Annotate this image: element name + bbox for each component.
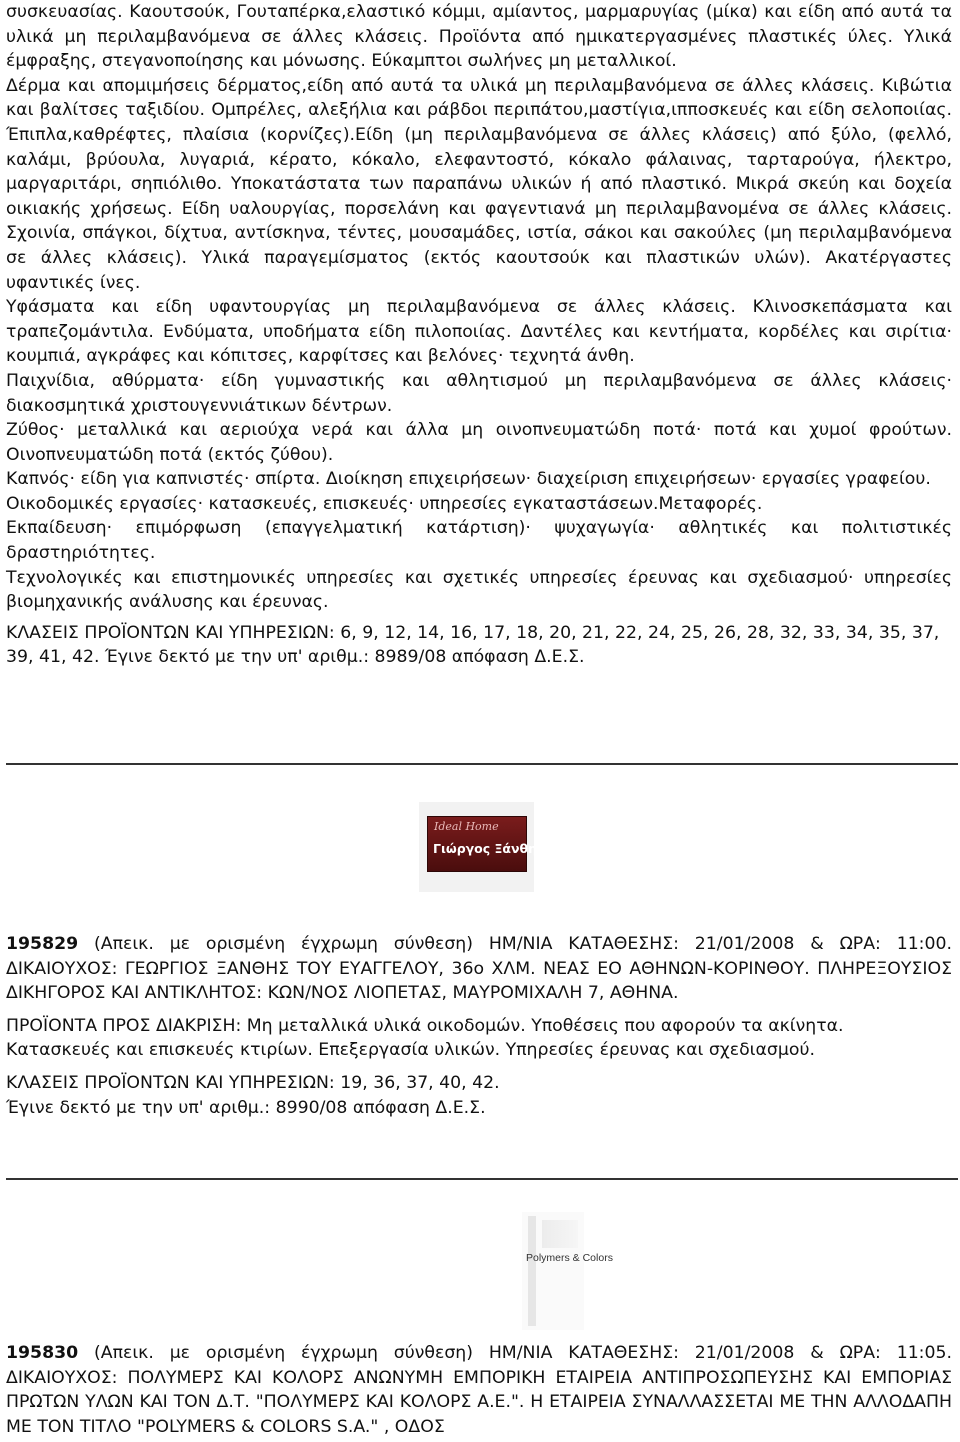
- logo-name-text: Polymers & Colors: [526, 1252, 613, 1264]
- registration-number: 195830: [6, 1343, 79, 1363]
- description-paragraph: Παιχνίδια, αθύρματα· είδη γυμναστικής και αθλητισμού μη περιλαμβανόμενα σε άλλες κλάσεις· διακοσμητικά χριστουγεννιάτικων δέντρων.: [6, 370, 952, 416]
- classes-line: ΚΛΑΣΕΙΣ ΠΡΟΪΟΝΤΩΝ ΚΑΙ ΥΠΗΡΕΣΙΩΝ: 6, 9, 12, 14, 16, 17, 18, 20, 21, 22, 24, 25, 26, 28, 32, 33, 34, 35, 37, 39, 41, 42. Έγινε δεκτό με την υπ' αριθμ.: 8989/08 απόφαση Δ.Ε.Σ.: [6, 622, 940, 668]
- description-paragraph: Ζύθος· μεταλλικά και αεριούχα νερά και άλλα μη οινοπνευματώδη ποτά· ποτά και χυμοί φρούτων. Οινοπνευματώδη ποτά (εκτός ζύθου).: [6, 420, 952, 465]
- description-paragraph: Τεχνολογικές και επιστημονικές υπηρεσίες και σχετικές υπηρεσίες έρευνας και σχεδιασμού· υπηρεσίες βιομηχανικής ανάλυσης και έρευνας.: [6, 567, 952, 613]
- description-paragraph: Υφάσματα και είδη υφαντουργίας μη περιλαμβανόμενα σε άλλες κλάσεις. Κλινοσκεπάσματα και τραπεζομάντιλα. Ενδύματα, υποδήματα είδη πιλοποιίας. Δαντέλες και κεντήματα, κορδέλες και σιρίτια· κουμπιά, αγκράφες και κόπιτσες, καρφίτσες και βελόνες· τεχνητά άνθη.: [6, 297, 952, 367]
- logo-name-text: Γιώργος Ξάνθης: [433, 841, 545, 856]
- entry-195830: [6, 1341, 952, 1439]
- trademark-logo-image: [419, 802, 545, 892]
- entry-195829: [6, 932, 952, 1120]
- entry-products: ΠΡΟΪΟΝΤΑ ΠΡΟΣ ΔΙΑΚΡΙΣΗ: Μη μεταλλικά υλικά οικοδομών. Υποθέσεις που αφορούν τα ακίνητα. Κατασκευές και επισκευές κτιρίων. Επεξεργασία υλικών. Υπηρεσίες έρευνας και σχεδιασμού.: [6, 1015, 844, 1061]
- entry-header: [6, 1341, 952, 1439]
- classes-description: [6, 0, 952, 670]
- entry-details: (Απεικ. με ορισμένη έγχρωμη σύνθεση) ΗΜ/ΝΙΑ ΚΑΤΑΘΕΣΗΣ: 21/01/2008 & ΩΡΑ: 11:05. ΔΙΚΑΙΟΥΧΟΣ: ΠΟΛΥΜΕΡΣ ΚΑΙ ΚΟΛΟΡΣ ΑΝΩΝΥΜΗ ΕΜΠΟΡΙΚΗ ΕΤΑΙΡΕΙΑ ΑΝΤΙΠΡΟΣΩΠΕΥΣΗΣ ΚΑΙ ΕΜΠΟΡΙΑΣ ΠΡΩΤΩΝ ΥΛΩΝ ΚΑΙ ΤΟΝ Δ.Τ. "ΠΟΛΥΜΕΡΣ ΚΑΙ ΚΟΛΟΡΣ Α.Ε.". Η ΕΤΑΙΡΕΙΑ ΣΥΝΑΛΛΑΣΣΕΤΑΙ ΜΕ ΤΗΝ ΑΛΛΟΔΑΠΗ ΜΕ ΤΟΝ ΤΙΤΛΟ "POLYMERS & COLORS S.A." , ΟΔΟΣ: [6, 1343, 952, 1437]
- entry-decision: Έγινε δεκτό με την υπ' αριθμ.: 8990/08 απόφαση Δ.Ε.Σ.: [6, 1097, 486, 1118]
- description-paragraph: Καπνός· είδη για καπνιστές· σπίρτα. Διοίκηση επιχειρήσεων· διαχείριση επιχειρήσεων· εργασίες γραφείου.: [6, 469, 931, 490]
- description-paragraph: Οικοδομικές εργασίες· κατασκευές, επισκευές· υπηρεσίες εγκαταστάσεων.Μεταφορές.: [6, 493, 763, 514]
- trademark-logo-image: [522, 1212, 613, 1330]
- logo-stripe: [528, 1216, 536, 1326]
- description-paragraph: Δέρμα και απομιμήσεις δέρματος,είδη από αυτά τα υλικά μη περιλαμβανόμενα σε άλλες κλάσεις. Κιβώτια και βαλίτσες ταξιδίου. Ομπρέλες, αλεξήλια και ράβδοι περιπάτου,μαστίγια,ιπποσκευές και είδη σελοποιίας. Έπιπλα,καθρέφτες, πλαίσια (κορνίζες).Είδη (μη περιλαμβανόμενα σε άλλες κλάσεις) από ξύλο, (φελλό, καλάμι, βρύουλα, λυγαριά, κέρατο, κόκαλο, ελεφαντοστό, κόκαλο φάλαινας, ταρταρούγα, ήλεκτρο, μαργαριτάρι, σηπιόλιθο. Υποκατάστατα των παραπάνω υλικών ή από πλαστικό. Μικρά σκεύη και δοχεία οικιακής χρήσεως. Είδη υαλουργίας, πορσελάνη και φαγεντιανά μη περιλαμβανομένα σε άλλες κλάσεις. Σχοινία, σπάγκοι, δίχτυα, αντίσκηνα, τέντες, μουσαμάδες, ιστία, σάκοι και σακούλες (μη περιλαμβανόμενα σε άλλες κλάσεις). Υλικά παραγεμίσματος (εκτός καουτσούκ και πλαστικών υλών). Ακατέργαστες υφαντικές ίνες.: [6, 75, 952, 293]
- logo-panel: [427, 816, 545, 872]
- entry-classes: ΚΛΑΣΕΙΣ ΠΡΟΪΟΝΤΩΝ ΚΑΙ ΥΠΗΡΕΣΙΩΝ: 19, 36, 37, 40, 42.: [6, 1072, 500, 1093]
- logo-swatch: [542, 1220, 578, 1248]
- entry-details: (Απεικ. με ορισμένη έγχρωμη σύνθεση) ΗΜ/ΝΙΑ ΚΑΤΑΘΕΣΗΣ: 21/01/2008 & ΩΡΑ: 11:00. ΔΙΚΑΙΟΥΧΟΣ: ΓΕΩΡΓΙΟΣ ΞΑΝΘΗΣ ΤΟΥ ΕΥΑΓΓΕΛΟΥ, 36ο ΧΛΜ. ΝΕΑΣ ΕΟ ΑΘΗΝΩΝ-ΚΟΡΙΝΘΟΥ. ΠΛΗΡΕΞΟΥΣΙΟΣ ΔΙΚΗΓΟΡΟΣ ΚΑΙ ΑΝΤΙΚΛΗΤΟΣ: ΚΩΝ/ΝΟΣ ΛΙΟΠΕΤΑΣ, ΜΑΥΡΟΜΙΧΑΛΗ 7, ΑΘΗΝΑ.: [6, 934, 952, 1004]
- logo-brand-text: Ideal Home: [434, 820, 499, 833]
- section-divider: [6, 763, 958, 765]
- section-divider: [6, 1178, 958, 1180]
- entry-header: [6, 932, 952, 1006]
- description-paragraph: Εκπαίδευση· επιμόρφωση (επαγγελματική κατάρτιση)· ψυχαγωγία· αθλητικές και πολιτιστικές δραστηριότητες.: [6, 518, 952, 564]
- description-paragraph: συσκευασίας. Καουτσούκ, Γουταπέρκα,ελαστικό κόμμι, αμίαντος, μαρμαρυγίας (μίκα) και είδη από αυτά τα υλικά μη περιλαμβανόμενα σε άλλες κλάσεις. Προϊόντα από ημικατεργασμένες πλαστικές ύλες. Υλικά έμφραξης, στεγανοποίησης και μόνωσης. Εύκαμπτοι σωλήνες μη μεταλλικοί.: [6, 2, 952, 72]
- registration-number: 195829: [6, 934, 79, 954]
